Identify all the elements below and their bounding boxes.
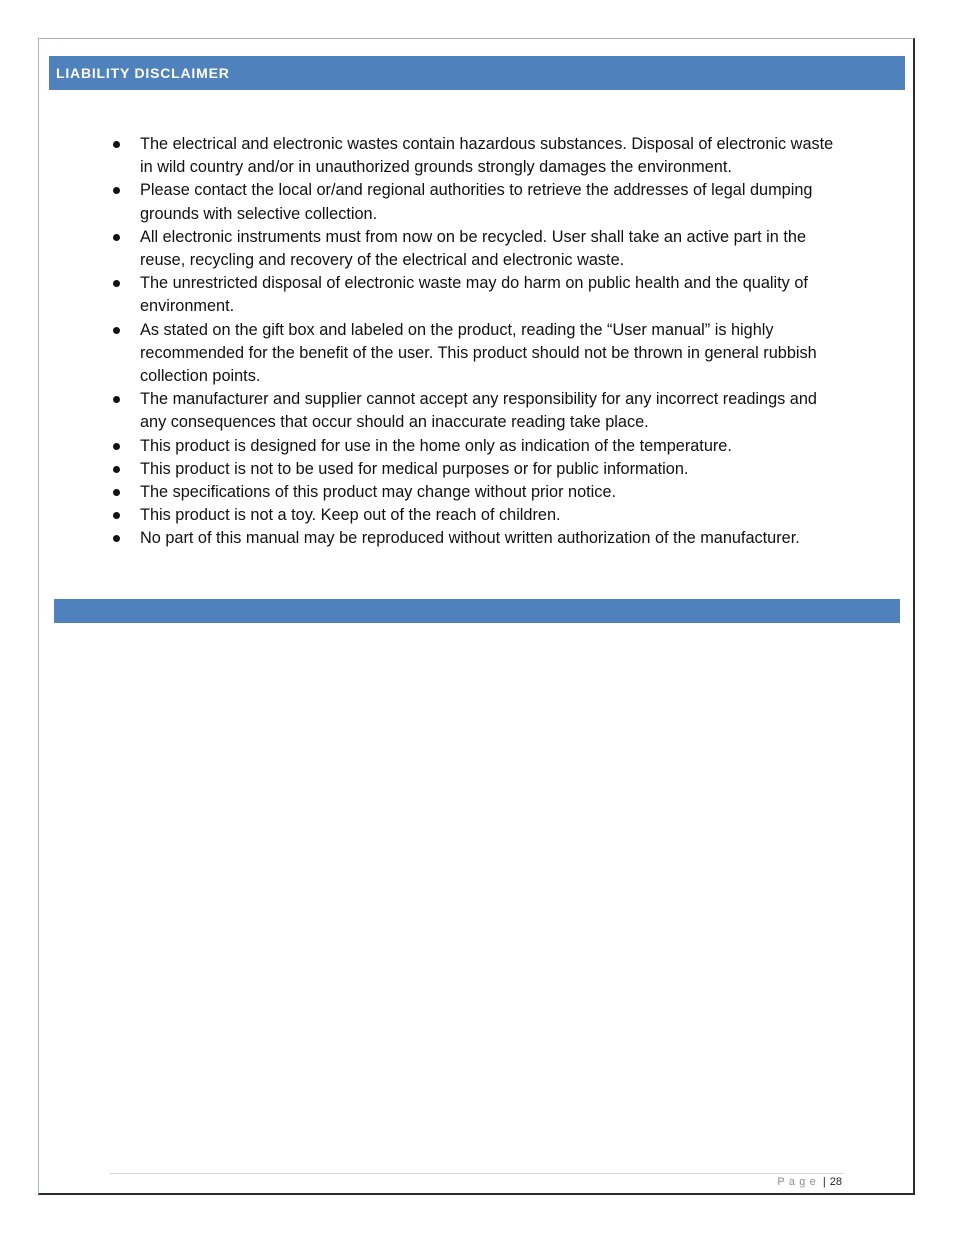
bullet-icon	[113, 327, 120, 334]
list-item	[106, 179, 846, 225]
footer-divider	[110, 1173, 844, 1174]
bullet-icon	[113, 443, 120, 450]
list-item-text: The manufacturer and supplier cannot accept any responsibility for any incorrect readings and any consequences that occur should an inaccurate reading take place.	[140, 390, 817, 432]
bullet-icon	[113, 466, 120, 473]
page-separator: |	[822, 1176, 826, 1188]
list-item-text: Please contact the local or/and regional authorities to retrieve the addresses of legal dumping grounds with selective collection.	[140, 181, 813, 223]
bullet-icon	[113, 141, 120, 148]
list-item-text: The specifications of this product may change without prior notice.	[140, 483, 617, 502]
list-item-text: The electrical and electronic wastes contain hazardous substances. Disposal of electronic waste in wild country and/or in unauthorized grounds strongly damages the environment.	[140, 135, 834, 177]
list-item-text: No part of this manual may be reproduced without written authorization of the manufacturer.	[140, 529, 800, 548]
bullet-icon	[113, 280, 120, 287]
list-item-text: This product is designed for use in the home only as indication of the temperature.	[140, 436, 732, 455]
list-item	[106, 458, 846, 481]
bullet-icon	[113, 512, 120, 519]
page-footer	[777, 1176, 842, 1188]
list-item	[106, 481, 846, 504]
bullet-icon	[113, 535, 120, 542]
page-label: Page	[777, 1176, 820, 1188]
list-item	[106, 226, 846, 272]
list-item	[106, 319, 846, 389]
list-item-text: All electronic instruments must from now on be recycled. User shall take an active part in the reuse, recycling and recovery of the electrical and electronic waste.	[140, 227, 807, 270]
page-number: 28	[829, 1176, 842, 1188]
section-divider-bar	[54, 599, 900, 623]
section-title: LIABILITY DISCLAIMER	[56, 65, 230, 81]
list-item-text: The unrestricted disposal of electronic waste may do harm on public health and the quality of environment.	[140, 274, 808, 316]
bullet-icon	[113, 396, 120, 403]
list-item	[106, 527, 846, 550]
bullet-icon	[113, 234, 120, 241]
bullet-icon	[113, 489, 120, 496]
list-item-text: This product is not to be used for medical purposes or for public information.	[140, 459, 689, 478]
list-item	[106, 504, 846, 527]
list-item	[106, 435, 846, 458]
bullet-icon	[113, 187, 120, 194]
list-item	[106, 272, 846, 318]
section-header	[49, 56, 905, 90]
list-item	[106, 133, 846, 179]
list-item-text: This product is not a toy. Keep out of the reach of children.	[140, 506, 561, 525]
list-item-text: As stated on the gift box and labeled on the product, reading the “User manual” is highly recommended for the benefit of the user. This product should not be thrown in general rubbish collection points.	[140, 320, 817, 386]
list-item	[106, 388, 846, 434]
disclaimer-list	[106, 133, 846, 551]
